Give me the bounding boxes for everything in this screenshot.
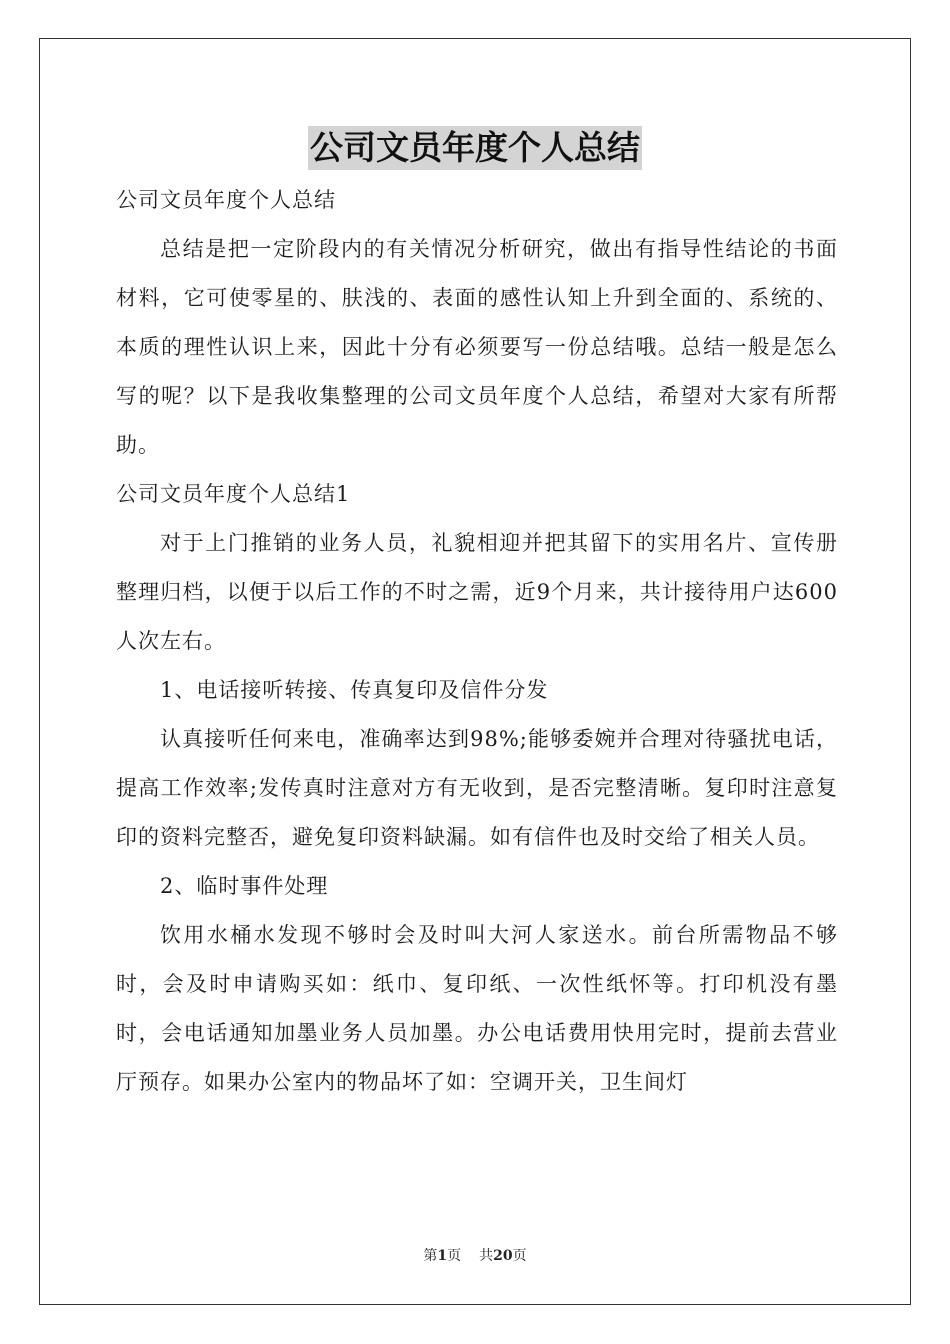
total-pages-number: 20 (493, 1248, 513, 1264)
reception-paragraph: 对于上门推销的业务人员，礼貌相迎并把其留下的实用名片、宣传册整理归档，以便于以后工作的不时之需，近9个月来，共计接待用户达600人次左右。 (116, 531, 838, 653)
total-prefix: 共 (479, 1248, 494, 1264)
page-suffix: 页 (447, 1248, 462, 1264)
intro-paragraph: 总结是把一定阶段内的有关情况分析研究，做出有指导性结论的书面材料，它可使零星的、肤浅的、表面的感性认知上升到全面的、系统的、本质的理性认识上来，因此十分有必须要写一份总结哦。总结一般是怎么写的呢？以下是我收集整理的公司文员年度个人总结，希望对大家有所帮助。 (116, 237, 838, 457)
page-prefix: 第 (423, 1248, 438, 1264)
document-title: 公司文员年度个人总结 (308, 126, 642, 170)
current-page-number: 1 (437, 1248, 448, 1264)
page-footer (0, 1246, 950, 1266)
phone-paragraph: 认真接听任何来电，准确率达到98%;能够委婉并合理对待骚扰电话，提高工作效率;发传真时注意对方有无收到，是否完整清晰。复印时注意复印的资料完整否，避免复印资料缺漏。如有信件也及时交给了相关人员。 (116, 727, 838, 849)
title-area (0, 126, 950, 170)
total-suffix: 页 (512, 1248, 527, 1264)
section-heading-1: 公司文员年度个人总结1 (116, 482, 351, 506)
item-heading-temp-events: 2、临时事件处理 (160, 874, 329, 898)
document-body (116, 176, 838, 1107)
item-heading-phone: 1、电话接听转接、传真复印及信件分发 (160, 678, 549, 702)
temp-events-paragraph: 饮用水桶水发现不够时会及时叫大河人家送水。前台所需物品不够时，会及时申请购买如：纸巾、复印纸、一次性纸怀等。打印机没有墨时，会电话通知加墨业务人员加墨。办公电话费用快用完时，提前去营业厅预存。如果办公室内的物品坏了如：空调开关，卫生间灯 (116, 923, 838, 1094)
subtitle-line: 公司文员年度个人总结 (116, 188, 336, 212)
